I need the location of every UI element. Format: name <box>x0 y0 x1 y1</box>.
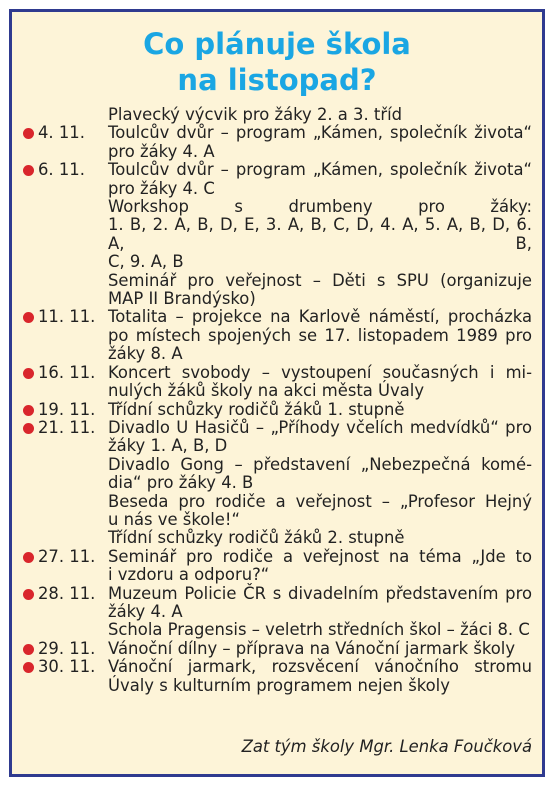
event-list <box>12 106 542 695</box>
event-text-line: Toulcův dvůr – program „Kámen, společník života“ <box>108 160 532 180</box>
event-text-line: u nás ve škole!“ <box>108 509 240 529</box>
list-item <box>12 106 542 124</box>
event-description <box>108 585 532 622</box>
event-text-line: Toulcův dvůr – program „Kámen, společník života“ <box>108 123 532 143</box>
list-item <box>12 640 542 658</box>
event-text-line: Seminář pro rodiče a veřejnost na téma „Jde to <box>108 546 532 566</box>
event-description <box>108 640 532 658</box>
bullet-icon <box>23 405 34 416</box>
event-text-line: Workshop s drumbeny pro žáky: <box>108 197 532 217</box>
event-text-line: Schola Pragensis – veletrh středních škol – žáci 8. C <box>108 620 530 640</box>
event-text-line: žáky 1. A, B, D <box>108 436 228 456</box>
list-item <box>12 364 542 401</box>
event-text-line: Třídní schůzky rodičů žáků 2. stupně <box>108 528 405 548</box>
event-text-line: pro žáky 4. C <box>108 178 215 198</box>
event-date: 28. 11. <box>38 583 96 603</box>
event-date: 30. 11. <box>38 657 96 677</box>
bullet-icon <box>23 589 34 600</box>
event-text-line: Úvaly s kulturním programem nejen školy <box>108 675 450 695</box>
event-description <box>108 658 532 695</box>
list-item <box>12 272 542 309</box>
bullet-icon <box>23 644 34 655</box>
bullet-icon <box>23 423 34 434</box>
list-item <box>12 308 542 363</box>
event-text-line: MAP II Brandýsko) <box>108 289 256 309</box>
bullet-icon <box>23 662 34 673</box>
list-item <box>12 456 542 493</box>
event-text-line: žáky 8. A <box>108 344 183 364</box>
event-text-line: Beseda pro rodiče a veřejnost – „Profesor Hejný <box>108 491 532 511</box>
event-description <box>108 198 532 272</box>
event-text-line: Divadlo U Hasičů – „Příhody včelích medvídků“ pro <box>108 417 532 437</box>
list-item <box>12 621 542 639</box>
event-text-line: Totalita – projekce na Karlově náměstí, procházka <box>108 307 532 327</box>
event-text-line: 1. B, 2. A, B, D, E, 3. A, B, C, D, 4. A, 5. A, B, D, 6. A, B, <box>108 215 532 253</box>
event-date: 4. 11. <box>38 123 85 143</box>
bullet-icon <box>23 552 34 563</box>
list-item <box>12 548 542 585</box>
event-description <box>108 364 532 401</box>
event-text-line: Vánoční jarmark, rozsvěcení vánočního stromu <box>108 657 532 677</box>
event-description <box>108 419 532 456</box>
event-text-line: dia“ pro žáky 4. B <box>108 473 254 493</box>
title-line-2: na listopad? <box>177 63 377 97</box>
event-description <box>108 161 532 198</box>
event-description <box>108 106 532 124</box>
event-date: 29. 11. <box>38 638 96 658</box>
event-text-line: Divadlo Gong – představení „Nebezpečná komé- <box>108 454 532 474</box>
event-description <box>108 529 532 547</box>
signature: Zat tým školy Mgr. Lenka Foučková <box>241 737 532 756</box>
bullet-icon <box>23 312 34 323</box>
event-date: 21. 11. <box>38 417 96 437</box>
event-text-line: i vzdoru a odporu?“ <box>108 565 270 585</box>
list-item <box>12 401 542 419</box>
event-text-line: nulých žáků školy na akci města Úvaly <box>108 381 425 401</box>
event-date: 27. 11. <box>38 546 96 566</box>
event-description <box>108 548 532 585</box>
event-date: 6. 11. <box>38 160 85 180</box>
bullet-icon <box>23 128 34 139</box>
event-text-line: po místech spojených se 17. listopadem 1989 pro <box>108 325 532 345</box>
list-item <box>12 529 542 547</box>
bullet-icon <box>23 368 34 379</box>
event-text-line: C, 9. A, B <box>108 252 184 272</box>
event-description <box>108 493 532 530</box>
event-text-line: Seminář pro veřejnost – Děti s SPU (organizuje <box>108 270 532 290</box>
page-title <box>12 26 542 98</box>
event-text-line: Třídní schůzky rodičů žáků 1. stupně <box>108 399 405 419</box>
list-item <box>12 161 542 198</box>
announcement-box <box>9 9 545 777</box>
event-date: 19. 11. <box>38 399 96 419</box>
event-description <box>108 272 532 309</box>
bullet-icon <box>23 165 34 176</box>
event-description <box>108 456 532 493</box>
event-text-line: Muzeum Policie ČR s divadelním představením pro <box>108 583 532 603</box>
event-date: 16. 11. <box>38 362 96 382</box>
event-text-line: Plavecký výcvik pro žáky 2. a 3. tříd <box>108 105 403 124</box>
event-text-line: Koncert svobody – vystoupení současných i mi- <box>108 362 532 382</box>
event-description <box>108 308 532 363</box>
event-date: 11. 11. <box>38 307 96 327</box>
list-item <box>12 419 542 456</box>
event-description <box>108 124 532 161</box>
list-item <box>12 124 542 161</box>
list-item <box>12 585 542 622</box>
event-text-line: žáky 4. A <box>108 601 183 621</box>
list-item <box>12 658 542 695</box>
title-line-1: Co plánuje škola <box>143 27 411 61</box>
list-item <box>12 198 542 272</box>
event-text-line: Vánoční dílny – příprava na Vánoční jarmark školy <box>108 638 516 658</box>
event-text-line: pro žáky 4. A <box>108 141 215 161</box>
event-description <box>108 621 532 639</box>
event-description <box>108 401 532 419</box>
list-item <box>12 493 542 530</box>
